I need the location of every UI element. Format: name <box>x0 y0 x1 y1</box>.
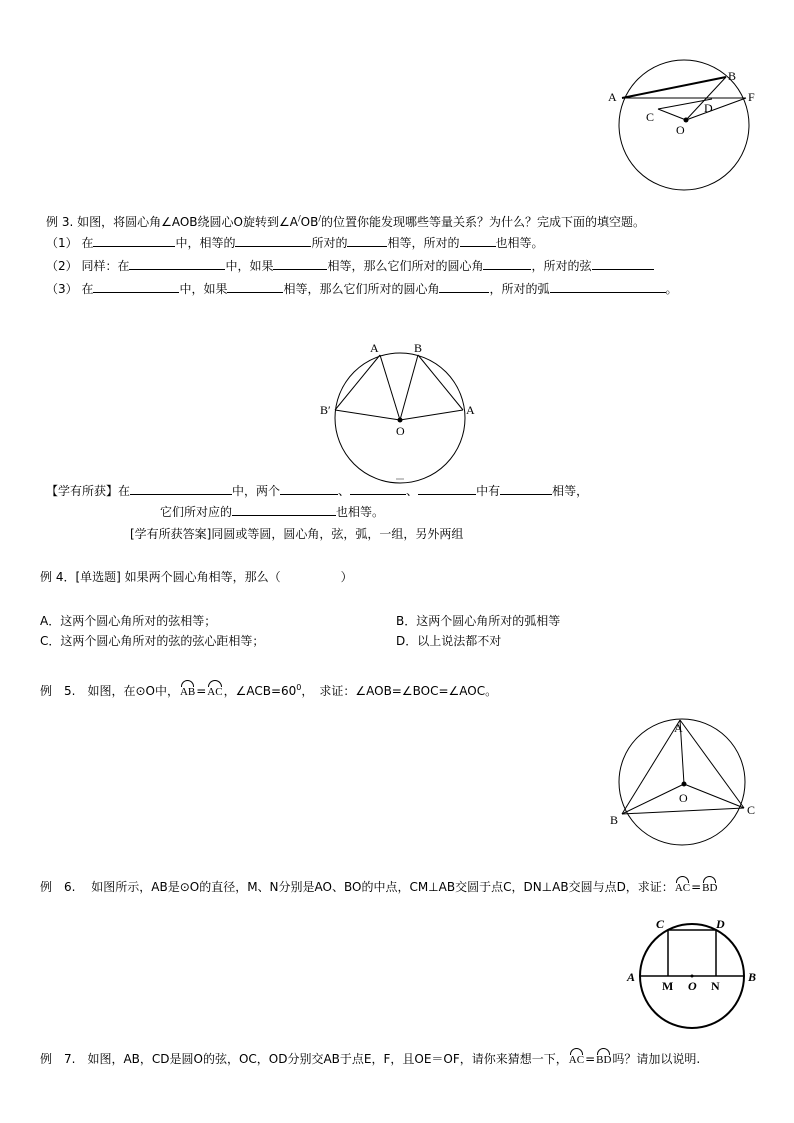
ex7-title: 例 7. 如图，AB，CD是圆O的弦，OC，OD分别交AB于点E，F，且OE＝OF，请你来猜想一下，AC=BD吗？请加以说明. <box>40 1048 700 1068</box>
ex3-q2: （2） 同样：在 中，如果 相等，那么它们所对的圆心角 ，所对的弦 <box>46 257 654 274</box>
fig4-label-c: C <box>656 917 665 931</box>
fig2-line-oa1 <box>380 355 400 420</box>
arc-ac: AC <box>569 1048 584 1068</box>
fig2-center-dot <box>398 418 403 423</box>
blank[interactable] <box>232 503 336 516</box>
fig2-label-a1: A <box>370 341 379 355</box>
blank[interactable] <box>93 280 179 293</box>
fig1-line-od <box>686 98 746 120</box>
blank[interactable] <box>418 482 476 495</box>
summary-answer: [学有所获答案]同圆或等圆，圆心角，弦，弧，一组，另外两组 <box>130 527 464 541</box>
blank[interactable] <box>350 482 406 495</box>
blank[interactable] <box>500 482 552 495</box>
fig1-label-o: O <box>676 123 685 137</box>
ex5-title: 例 5. 如图，在⊙O中，AB=AC，$\angle ACB=60^0$， 求证：∠AOB=∠BOC=∠AOC。 <box>40 680 497 700</box>
fig4-center-dot <box>691 975 694 978</box>
fig2-label-a2: A <box>466 403 475 417</box>
fig3-line-bc <box>622 808 744 814</box>
fig2-line-oa2 <box>400 410 463 420</box>
ex4-option-b[interactable]: B．这两个圆心角所对的弧相等 <box>396 614 561 628</box>
summary-line2: 它们所对应的 也相等。 <box>160 505 385 519</box>
blank[interactable] <box>347 234 387 247</box>
fig2-line-b1a2 <box>418 355 463 410</box>
fig2-line-ob2 <box>335 410 400 420</box>
fig1-line-oc <box>658 109 686 120</box>
fig2-label-b1: B <box>414 341 423 355</box>
ex4-option-a[interactable]: A．这两个圆心角所对的弦相等； <box>40 614 217 628</box>
fig4-label-o: O <box>688 979 697 993</box>
fig3-label-b: B <box>610 813 619 827</box>
blank[interactable] <box>235 234 311 247</box>
fig4-label-d: D <box>716 917 725 931</box>
blank[interactable] <box>273 257 327 270</box>
arc-ac: AC <box>675 876 690 896</box>
fig3-label-o: O <box>679 791 688 805</box>
fig3-label-a: A <box>674 721 683 735</box>
ex4-option-d[interactable]: D．以上说法都不对 <box>396 634 502 648</box>
blank[interactable] <box>129 257 225 270</box>
blank[interactable] <box>93 234 175 247</box>
fig3-label-c: C <box>747 803 756 817</box>
blank[interactable] <box>550 280 666 293</box>
figure-2-circle <box>316 336 486 486</box>
fig4-label-b: B <box>748 970 757 984</box>
fig1-label-f: F <box>748 90 755 104</box>
fig3-circle <box>619 719 745 845</box>
fig4-label-n: N <box>711 979 720 993</box>
ex3-q3: （3） 在 中，如果 相等，那么它们所对的圆心角 ，所对的弧 。 <box>46 282 678 296</box>
blank[interactable] <box>592 257 654 270</box>
blank[interactable] <box>460 234 496 247</box>
summary-line1: 【学有所获】在 中，两个 、 、 中有 相等， <box>46 484 589 498</box>
fig4-label-a: A <box>627 970 636 984</box>
arc-ac: AC <box>207 680 222 700</box>
blank[interactable] <box>280 482 338 495</box>
ex3-q1: （1） 在 中，相等的 所对的 相等，所对的 也相等。 <box>46 236 544 250</box>
ex4-option-c[interactable]: C．这两个圆心角所对的弦的弦心距相等； <box>40 634 265 648</box>
blank[interactable] <box>439 280 489 293</box>
fig1-label-b: B <box>728 69 737 83</box>
fig2-line-a1b1 <box>335 355 380 410</box>
ex6-title: 例 6. 如图所示，AB是⊙O的直径，M、N分别是AO、BO的中点，CM⊥AB交圆于点C，DN⊥AB交圆与点D，求证：AC=BD <box>40 876 718 896</box>
ex4-title: 例 4．[单选题] 如果两个圆心角相等，那么（ ） <box>40 570 353 584</box>
ex3-title: 例 3. 如图，将圆心角∠AOB绕圆心O旋转到∠A/OB/的位置你能发现哪些等量关系？为什么？完成下面的填空题。 <box>46 214 646 229</box>
arc-bd: BD <box>702 876 717 896</box>
blank[interactable] <box>130 482 232 495</box>
fig2-label-o: O <box>396 424 405 438</box>
fig3-center-dot <box>682 782 687 787</box>
figure-3-circle <box>604 716 764 846</box>
fig1-center-dot <box>684 118 689 123</box>
fig1-label-d: D <box>704 101 713 115</box>
arc-bd: BD <box>596 1048 611 1068</box>
blank[interactable] <box>227 280 283 293</box>
fig1-label-c: C <box>646 110 655 124</box>
fig4-label-m: M <box>662 979 674 993</box>
fig2-line-ob1 <box>400 355 418 420</box>
figure-1-circle <box>600 55 760 195</box>
figure-4-circle <box>624 912 774 1042</box>
arc-ab: AB <box>180 680 195 700</box>
fig1-label-a: A <box>608 90 617 104</box>
blank[interactable] <box>483 257 531 270</box>
fig2-label-b2: B′ <box>320 403 331 417</box>
